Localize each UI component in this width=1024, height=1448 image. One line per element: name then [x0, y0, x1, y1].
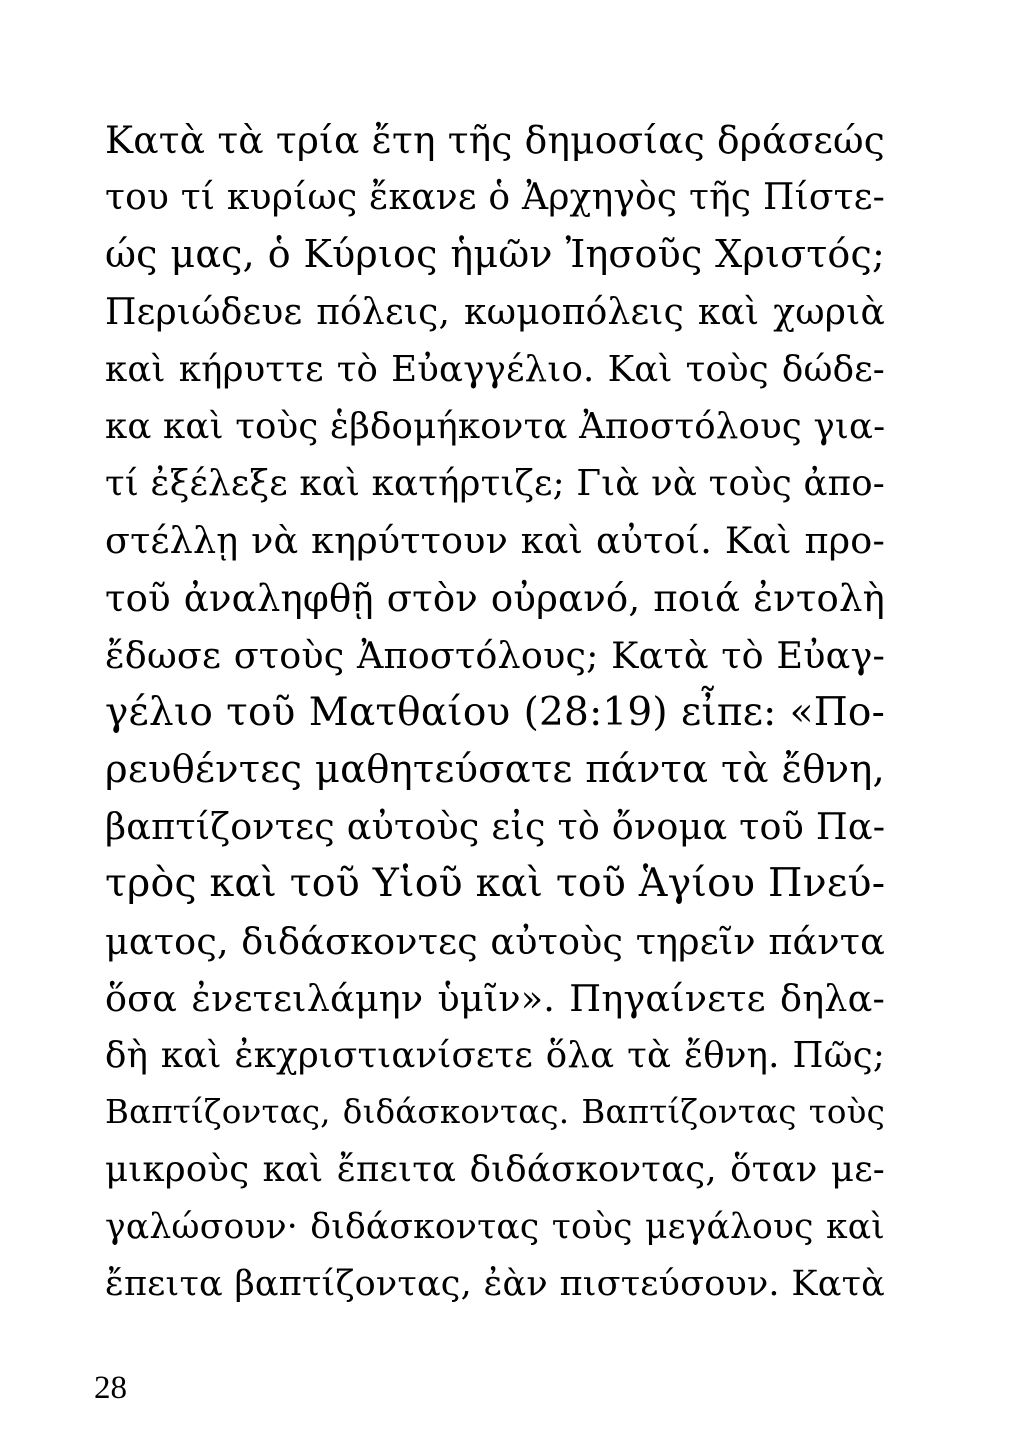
text-line: Κατὰ τὰ τρία ἔτη τῆς δημοσίας δράσεώς [105, 118, 885, 162]
text-line: ἔπειτα βαπτίζοντας, ἐὰν πιστεύσουν. Κατὰ [105, 1263, 885, 1304]
text-line: Περιώδευε πόλεις, κωμοπόλεις καὶ χωριὰ [105, 291, 885, 333]
page-number: 28 [94, 1370, 127, 1406]
text-line: κα καὶ τοὺς ἑβδομήκοντα Ἀποστόλους για- [105, 405, 886, 447]
text-line: ματος, διδάσκοντες αὐτοὺς τηρεῖν πάντα [105, 919, 885, 963]
text-line: ρευθέντες μαθητεύσατε πάντα τὰ ἔθνη, [105, 747, 885, 793]
text-line: δὴ καὶ ἐκχριστιανίσετε ὅλα τὰ ἔθνη. Πῶς; [105, 1035, 885, 1076]
text-line: βαπτίζοντες αὐτοὺς εἰς τὸ ὄνομα τοῦ Πα- [105, 805, 886, 849]
text-line: μικροὺς καὶ ἔπειτα διδάσκοντας, ὅταν με- [105, 1149, 885, 1191]
text-line: καὶ κήρυττε τὸ Εὐαγγέλιο. Καὶ τοὺς δώδε- [105, 348, 885, 390]
text-line: ἔδωσε στοὺς Ἀποστόλους; Κατὰ τὸ Εὐαγ- [105, 633, 885, 677]
text-line: του τί κυρίως ἔκανε ὁ Ἀρχηγὸς τῆς Πίστε- [105, 177, 885, 219]
text-line: στέλλῃ νὰ κηρύττουν καὶ αὐτοί. Καὶ προ- [105, 519, 885, 563]
text-line: τί ἐξέλεξε καὶ κατήρτιζε; Γιὰ νὰ τοὺς ἀπο- [105, 463, 885, 505]
text-line: γέλιο τοῦ Ματθαίου (28:19) εἶπε: «Πο- [105, 689, 885, 735]
text-line: τρὸς καὶ τοῦ Υἱοῦ καὶ τοῦ Ἁγίου Πνεύ- [105, 860, 886, 907]
body-text [105, 112, 885, 1313]
text-line: τοῦ ἀναληφθῇ στὸν οὐρανό, ποιά ἐντολὴ [105, 576, 885, 620]
text-line: ὅσα ἐνετειλάμην ὑμῖν». Πηγαίνετε δηλα- [105, 976, 885, 1020]
text-line: γαλώσουν· διδάσκοντας τοὺς μεγάλους καὶ [105, 1206, 885, 1247]
text-line: ώς μας, ὁ Κύριος ἡμῶν Ἰησοῦς Χριστός; [105, 232, 885, 277]
text-line: Βαπτίζοντας, διδάσκοντας. Βαπτίζοντας τοὺς [105, 1093, 885, 1132]
